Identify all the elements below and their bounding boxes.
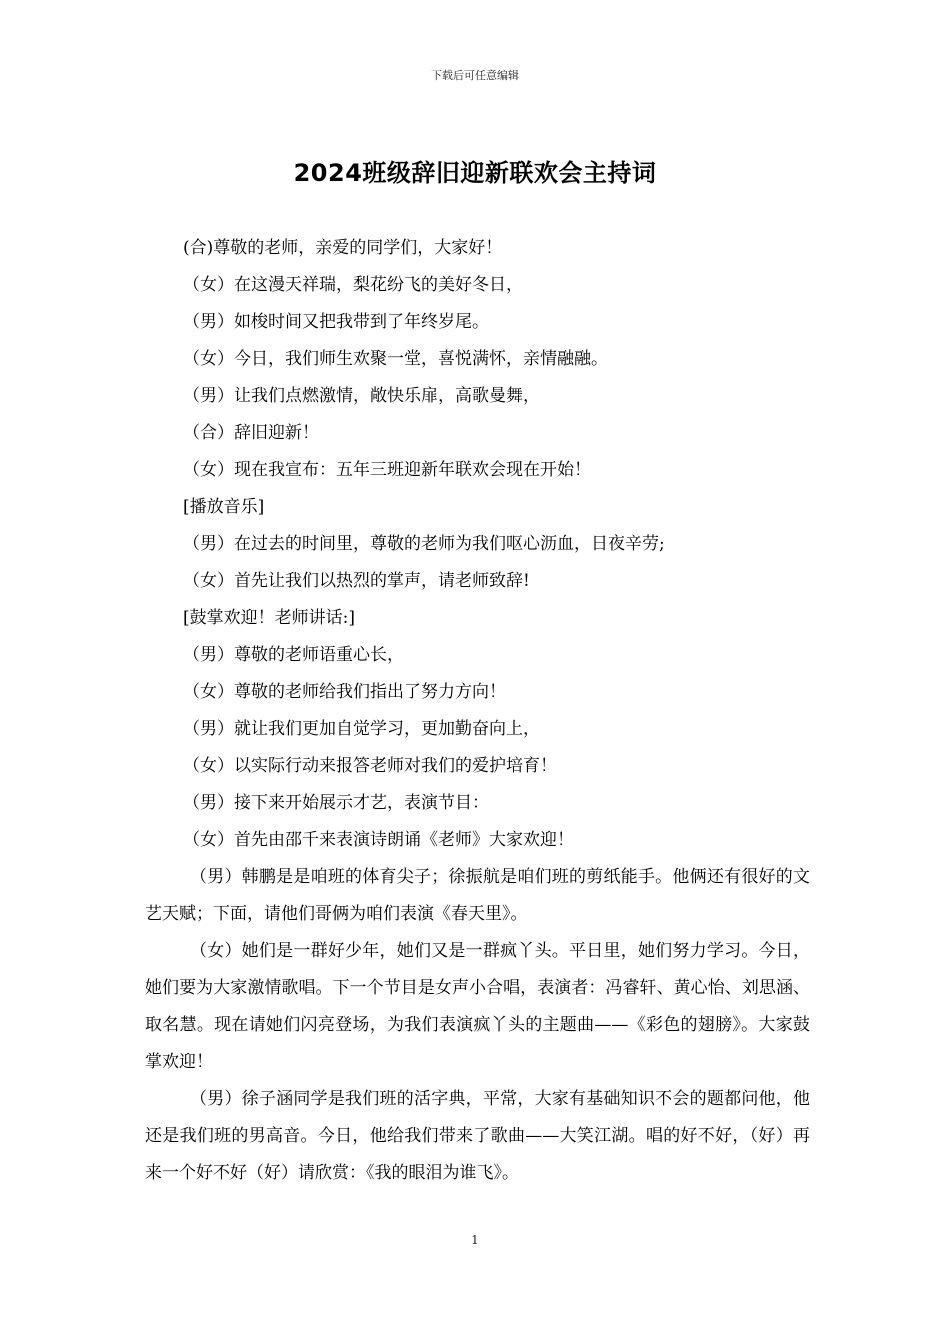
stage-direction: [鼓掌欢迎！老师讲话:] (183, 608, 355, 628)
script-line: （男）在过去的时间里，尊敬的老师为我们呕心沥血，日夜辛劳; (183, 534, 665, 554)
document-body (145, 230, 810, 1192)
script-line: （女）现在我宣布：五年三班迎新年联欢会现在开始！ (183, 460, 591, 480)
script-paragraph: （女）她们是一群好少年，她们又是一群疯丫头。平日里，她们努力学习。今日，她们要为大家激情歌唱。下一个节目是女声小合唱，表演者：冯睿轩、黄心怡、刘思涵、取名慧。现在请她们闪亮登场，为我们表演疯丫头的主题曲——《彩色的翅膀》。大家鼓掌欢迎！ (145, 941, 810, 1072)
script-line: （女）首先让我们以热烈的掌声，请老师致辞! (183, 571, 530, 591)
script-line: （男）接下来开始展示才艺，表演节目： (183, 793, 489, 813)
script-paragraph: （男）徐子涵同学是我们班的活字典，平常，大家有基础知识不会的题都问他，他还是我们班的男高音。今日，他给我们带来了歌曲——大笑江湖。唱的好不好，（好）再来一个好不好（好）请欣赏：《我的眼泪为谁飞》。 (145, 1089, 810, 1183)
script-line: （男）就让我们更加自觉学习，更加勤奋向上， (183, 719, 540, 739)
script-line: （女）首先由邵千来表演诗朗诵《老师》大家欢迎！ (183, 830, 574, 850)
script-line: （女）今日，我们师生欢聚一堂，喜悦满怀，亲情融融。 (183, 349, 608, 369)
script-line: （男）如梭时间又把我带到了年终岁尾。 (183, 312, 489, 332)
script-line: （合）辞旧迎新！ (183, 423, 319, 443)
script-line: （女）以实际行动来报答老师对我们的爱护培育！ (183, 756, 557, 776)
stage-direction: [播放音乐] (183, 497, 265, 517)
page-header: 下载后可任意编辑 (431, 69, 519, 82)
page-number: 1 (471, 1233, 479, 1247)
script-line: （男）尊敬的老师语重心长， (183, 645, 404, 665)
script-line: （女）在这漫天祥瑞，梨花纷飞的美好冬日， (183, 275, 523, 295)
script-line: (合)尊敬的老师，亲爱的同学们，大家好！ (183, 238, 503, 258)
script-line: （男）让我们点燃激情，敞快乐扉，高歌曼舞， (183, 386, 540, 406)
document-title: 2024班级辞旧迎新联欢会主持词 (293, 159, 657, 187)
script-line: （女）尊敬的老师给我们指出了努力方向！ (183, 682, 506, 702)
script-paragraph: （男）韩鹏是是咱班的体育尖子；徐振航是咱们班的剪纸能手。他俩还有很好的文艺天赋；下面，请他们哥俩为咱们表演《春天里》。 (145, 867, 810, 924)
